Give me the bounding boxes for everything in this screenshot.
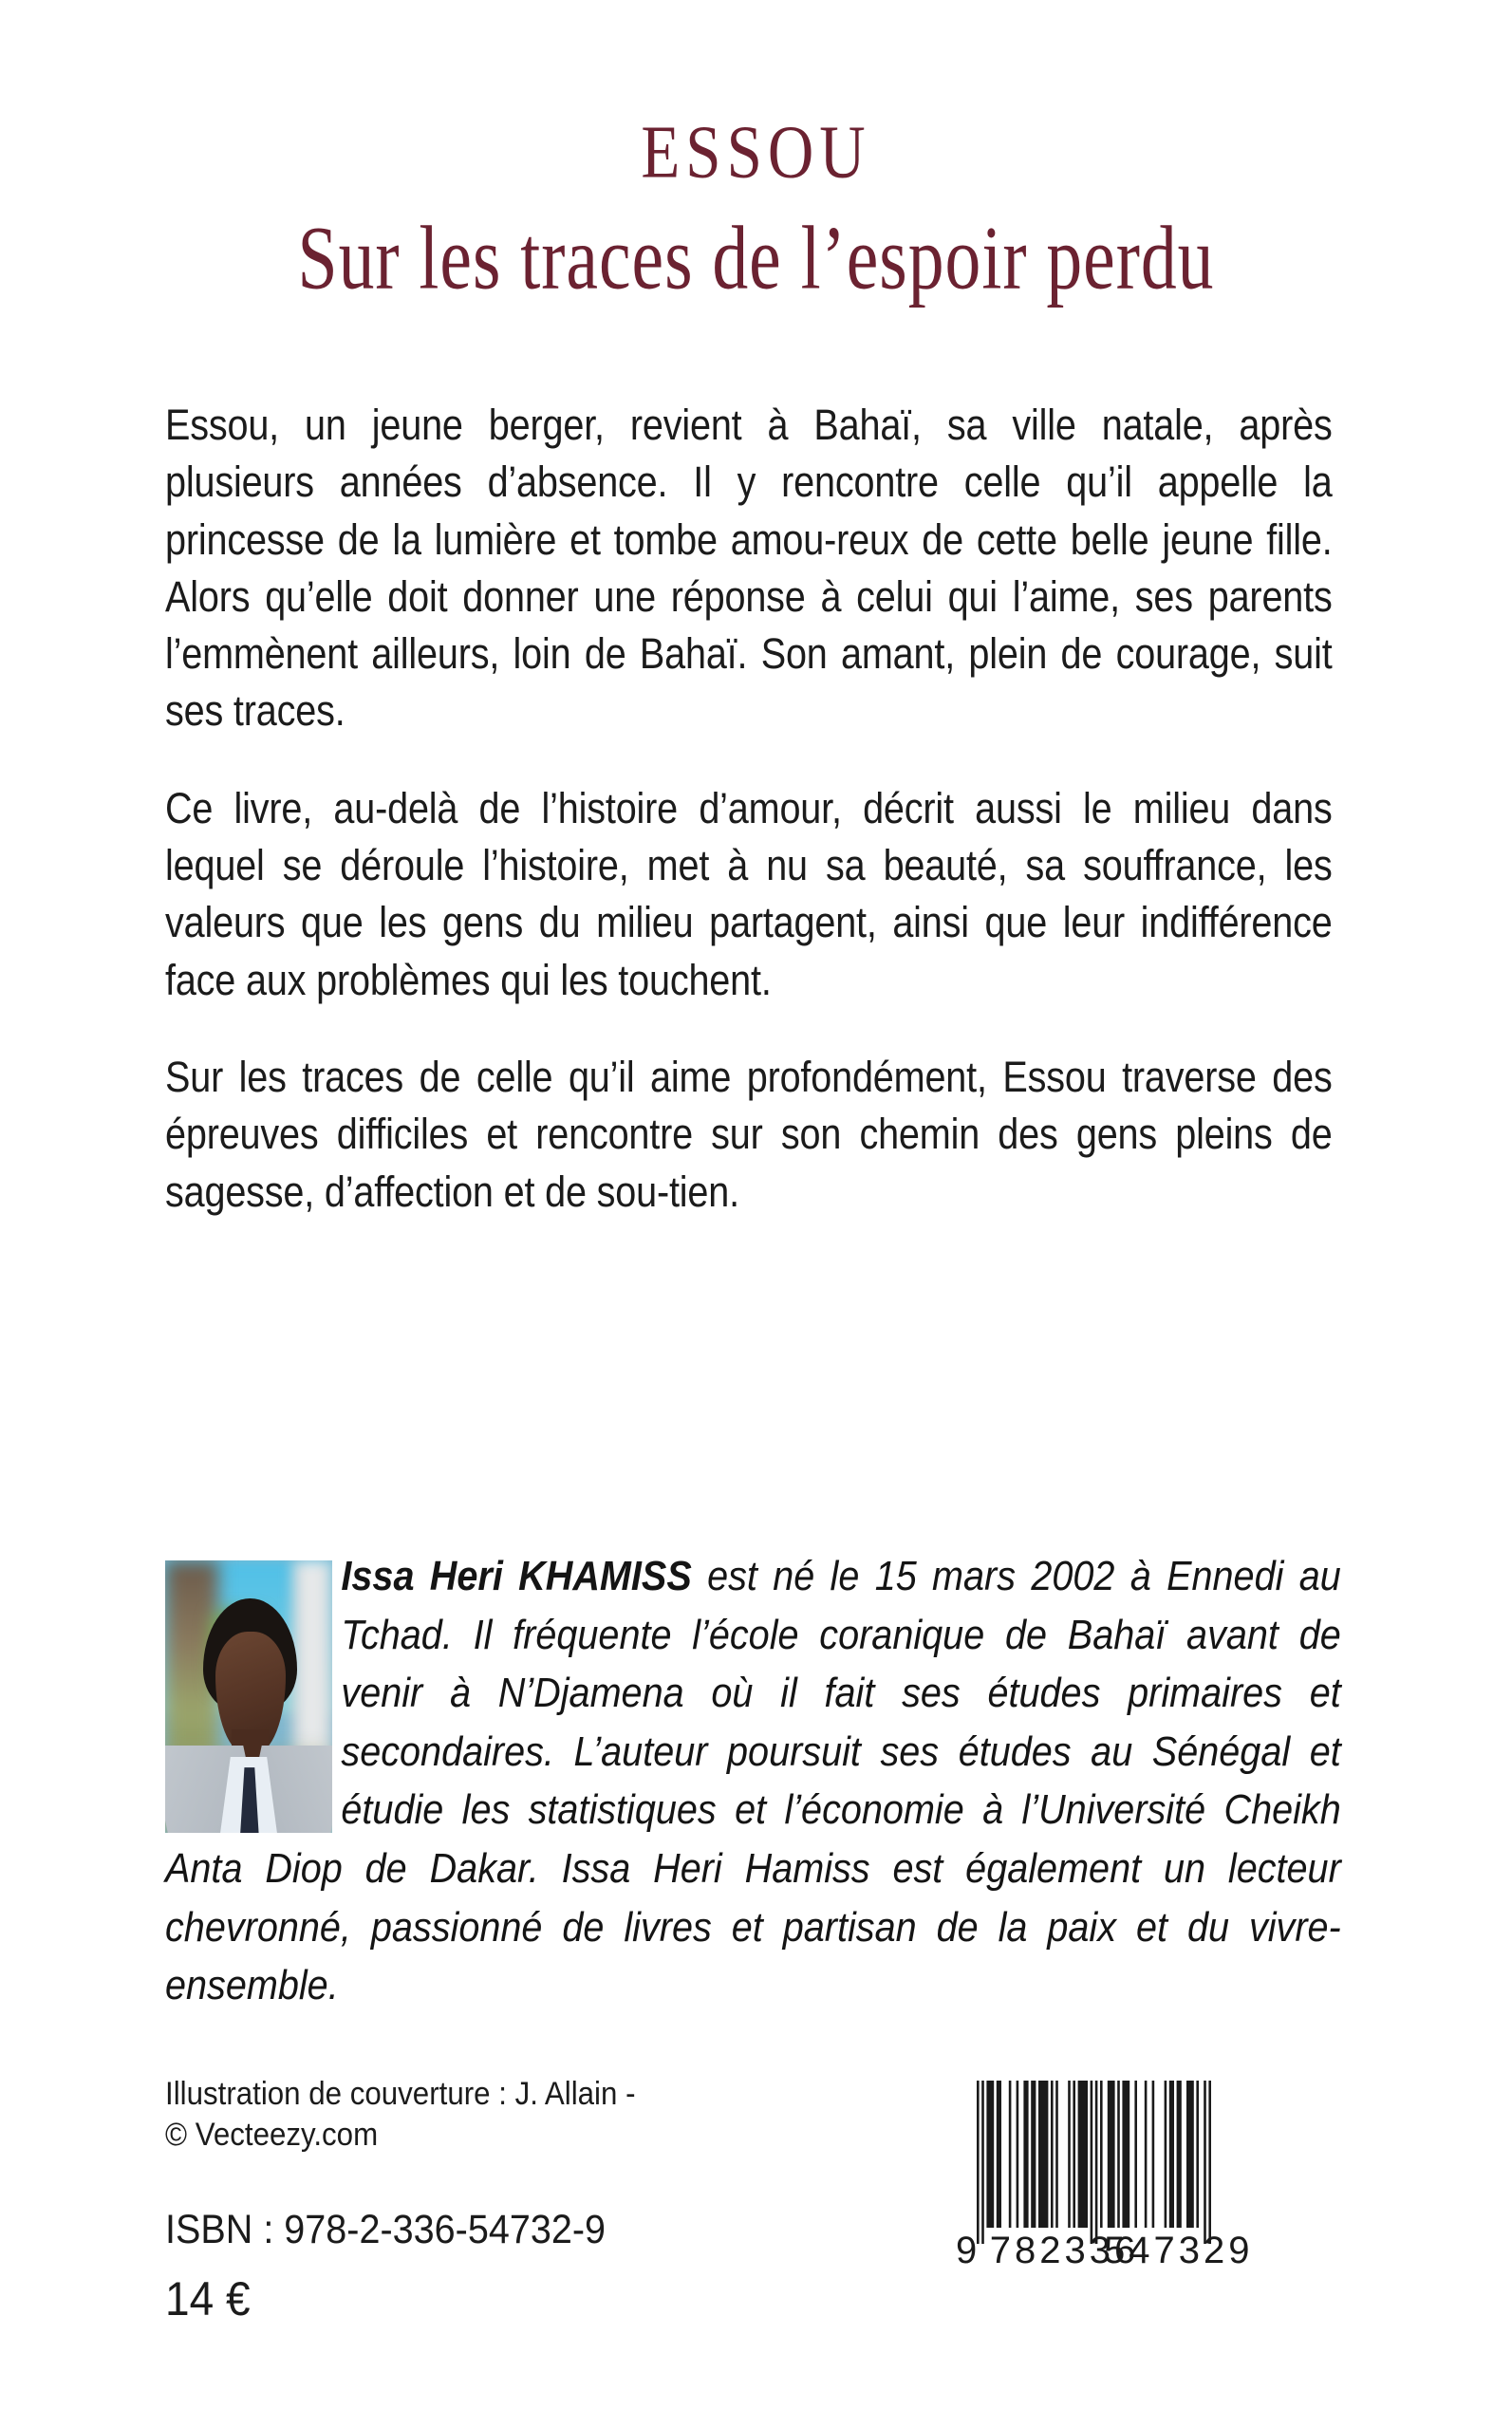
blurb-paragraph: Ce livre, au-delà de l’histoire d’amour, décrit aussi le milieu dans lequel se déroule l’histoire, met à nu sa beauté, sa souffrance, les valeurs que les gens du milieu partagent, ainsi que leur indifférence face aux problèmes qui les touchent.: [165, 783, 1333, 1004]
author-bio-section: [165, 1547, 1342, 2015]
isbn-text: ISBN : 978-2-336-54732-9: [165, 2207, 607, 2252]
isbn-barcode: [952, 2077, 1289, 2295]
cover-credit-line-2: © Vecteezy.com: [165, 2116, 379, 2153]
blurb-paragraph: Sur les traces de celle qu’il aime profondément, Essou traverse des épreuves difficiles et rencontre sur son chemin des gens pleins de sagesse, d’affection et de sou-tien.: [165, 1052, 1333, 1216]
blurb-paragraph: Essou, un jeune berger, revient à Bahaï, sa ville natale, après plusieurs années d’absence. Il y rencontre celle qu’il appelle la princesse de la lumière et tombe amou-reux de cette belle jeune fille. Alors qu’elle doit donner une réponse à celui qui l’aime, ses parents l’emmènent ailleurs, loin de Bahaï. Son amant, plein de courage, suit ses traces.: [165, 401, 1333, 736]
author-bio-body: est né le 15 mars 2002 à Ennedi au Tchad. Il fréquente l’école coranique de Bahaï avant de venir à N’Djamena où il fait ses études primaires et secondaires. L’auteur poursuit ses études au Sénégal et étudie les statistiques et l’économie à l’Université Cheikh Anta Diop de Dakar. Issa Heri Hamiss est également un lecteur chevronné, passionné de livres et partisan de la paix et du vivre-ensemble.: [165, 1553, 1341, 2009]
cover-credit: [165, 2074, 847, 2155]
footer-left: [165, 2074, 905, 2325]
barcode-svg: [952, 2077, 1289, 2295]
author-name: Issa Heri KHAMISS: [341, 1553, 692, 1599]
page-title: essou: [641, 80, 871, 201]
author-bio-text: [165, 1547, 1341, 2015]
price-text: 14 €: [165, 2272, 251, 2326]
svg-text:782336: 782336: [989, 2230, 1140, 2271]
blurb-section: [165, 397, 1333, 1221]
cover-credit-line-1: Illustration de couverture : J. Allain -: [165, 2076, 636, 2112]
title-block: [0, 80, 1512, 308]
page-subtitle: Sur les traces de l’espoir perdu: [297, 206, 1215, 308]
svg-text:547329: 547329: [1104, 2230, 1254, 2271]
svg-text:9: 9: [956, 2230, 978, 2271]
